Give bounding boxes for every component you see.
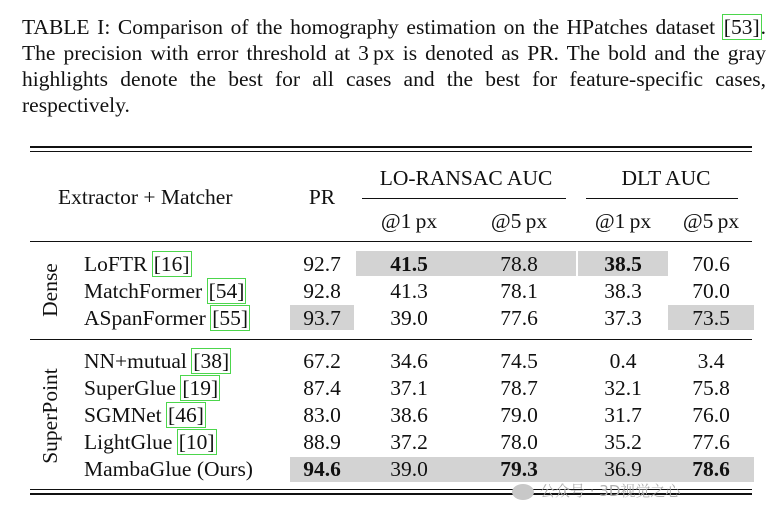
value-lo5: 78.0 xyxy=(500,430,538,454)
value-pr: 83.0 xyxy=(303,403,341,427)
header-dlt-at5: @5 px xyxy=(682,209,740,233)
value-pr: 93.7 xyxy=(303,306,341,330)
table-caption: TABLE I: Comparison of the homography estimation on the HPatches dataset [53]. The precision with error threshold at 3 px is denoted as PR. The bold and the gray highlights denote the best for all cases and the best for feature-specific cases, respectively. xyxy=(22,15,766,117)
header-lo-at1: @1 px xyxy=(380,209,438,233)
citation-link[interactable]: [54] xyxy=(208,279,245,303)
citation-link[interactable]: [10] xyxy=(178,430,215,454)
value-lo1: 41.3 xyxy=(390,279,428,303)
value-lo1: 39.0 xyxy=(390,306,428,330)
citation-link[interactable]: [46] xyxy=(168,403,204,427)
group-rule xyxy=(30,339,752,340)
header-lo-ransac: LO-RANSAC AUC xyxy=(379,166,553,190)
group-label-superpoint: SuperPoint xyxy=(38,368,62,464)
value-lo5: 79.0 xyxy=(500,403,538,427)
value-dlt1: 38.3 xyxy=(604,279,642,303)
value-dlt5: 3.4 xyxy=(697,349,725,373)
header-method: Extractor + Matcher xyxy=(58,185,233,209)
method-cell xyxy=(84,252,191,276)
method-cell xyxy=(84,457,253,481)
value-lo5: 74.5 xyxy=(500,349,538,373)
header-dlt: DLT AUC xyxy=(621,166,711,190)
header-dlt-at1-label: @1 px xyxy=(594,209,652,233)
value-pr: 92.7 xyxy=(303,252,341,276)
value-pr: 67.2 xyxy=(303,349,341,373)
dlt-underline xyxy=(586,198,738,199)
header-rule xyxy=(30,241,752,242)
header-pr: PR xyxy=(308,185,336,209)
method-name: NN+mutual xyxy=(84,349,193,373)
value-lo1: 41.5 xyxy=(390,252,428,276)
value-dlt5: 70.0 xyxy=(692,279,730,303)
method-cell xyxy=(84,403,205,427)
value-dlt1: 31.7 xyxy=(604,403,642,427)
value-pr: 87.4 xyxy=(303,376,341,400)
method-cell xyxy=(84,349,230,373)
value-dlt1: 38.5 xyxy=(604,252,642,276)
method-name: ASpanFormer xyxy=(84,306,212,330)
value-dlt1: 0.4 xyxy=(609,349,637,373)
value-dlt5: 70.6 xyxy=(692,252,730,276)
method-cell xyxy=(84,376,219,400)
value-dlt1: 37.3 xyxy=(604,306,642,330)
top-rule-2 xyxy=(30,151,752,152)
value-lo5: 78.7 xyxy=(500,376,538,400)
value-pr: 92.8 xyxy=(303,279,341,303)
method-cell xyxy=(84,306,249,330)
value-lo1: 37.1 xyxy=(390,376,428,400)
value-dlt5: 76.0 xyxy=(692,403,730,427)
header-lo-at5: @5 px xyxy=(490,209,548,233)
value-pr: 88.9 xyxy=(303,430,341,454)
citation-link[interactable]: [19] xyxy=(182,376,219,400)
method-name: LoFTR xyxy=(84,252,153,276)
value-dlt1: 35.2 xyxy=(604,430,642,454)
method-name: MambaGlue (Ours) xyxy=(84,457,253,481)
method-name: SGMNet xyxy=(84,403,168,427)
value-lo1: 39.0 xyxy=(390,457,428,481)
citation-link[interactable]: [38] xyxy=(193,349,230,373)
value-lo5: 77.6 xyxy=(500,306,538,330)
citation-link[interactable]: [16] xyxy=(153,252,190,276)
value-lo1: 34.6 xyxy=(390,349,428,373)
method-cell xyxy=(84,279,245,303)
value-dlt5: 78.6 xyxy=(692,457,730,481)
watermark: 公众号 · 3D视觉之心 xyxy=(512,480,680,501)
group-label-dense: Dense xyxy=(38,263,62,317)
value-dlt5: 73.5 xyxy=(692,306,730,330)
citation-link[interactable]: [55] xyxy=(212,306,249,330)
value-lo5: 78.1 xyxy=(500,279,538,303)
top-rule xyxy=(30,146,752,148)
value-dlt1: 32.1 xyxy=(604,376,642,400)
value-pr: 94.6 xyxy=(303,457,341,481)
value-dlt5: 75.8 xyxy=(692,376,730,400)
citation-link[interactable]: [53] xyxy=(723,15,760,39)
method-name: LightGlue xyxy=(84,430,178,454)
value-dlt1: 36.9 xyxy=(604,457,642,481)
wechat-icon xyxy=(512,484,534,500)
lo-ransac-underline xyxy=(362,198,566,199)
method-name: MatchFormer xyxy=(84,279,208,303)
method-cell xyxy=(84,430,216,454)
value-lo1: 37.2 xyxy=(390,430,428,454)
value-lo1: 38.6 xyxy=(390,403,428,427)
value-lo5: 78.8 xyxy=(500,252,538,276)
method-name: SuperGlue xyxy=(84,376,182,400)
value-lo5: 79.3 xyxy=(500,457,538,481)
value-dlt5: 77.6 xyxy=(692,430,730,454)
